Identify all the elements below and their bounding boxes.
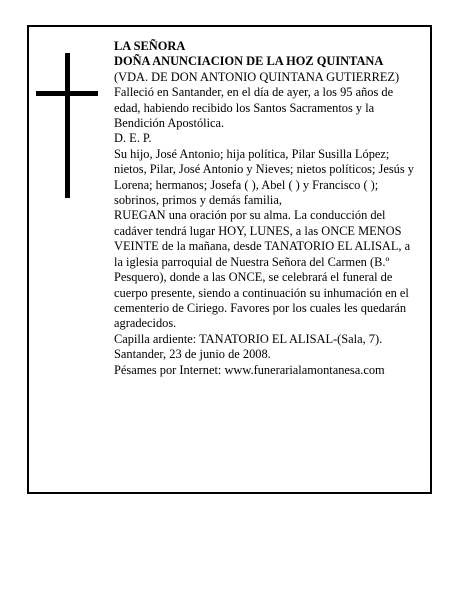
request-text-1: una oración por su alma. La conducción del cadáver tendrá lugar <box>114 208 386 238</box>
request-funeral-time: ONCE <box>228 270 263 285</box>
request-text-2: , a las <box>289 223 322 238</box>
death-statement: Falleció en Santander, en el día de ayer, a los 95 años de edad, habiendo recibido los Santos Sacramentos y la Bendición Apostólica. <box>114 85 394 131</box>
notice-title: LA SEÑORA <box>114 39 186 53</box>
request-place: TANATORIO EL ALISAL <box>264 239 399 254</box>
request-day: HOY, LUNES <box>218 223 290 238</box>
widow-of: (VDA. DE DON ANTONIO QUINTANA GUTIERREZ) <box>114 69 400 84</box>
funeral-request <box>114 208 420 331</box>
deceased-name: DOÑA ANUNCIACION DE LA HOZ QUINTANA <box>114 54 384 69</box>
condolences-info: Pésames por Internet: www.funerarialamontanesa.com <box>114 362 385 377</box>
chapel-info: Capilla ardiente: TANATORIO EL ALISAL-(Sala, 7). <box>114 331 383 346</box>
cross-horizontal-bar <box>36 91 98 96</box>
place-date: Santander, 23 de junio de 2008. <box>114 347 271 362</box>
obituary-text <box>114 39 420 378</box>
rip-text: D. E. P. <box>114 131 152 146</box>
family-list: Su hijo, José Antonio; hija política, Pilar Susilla López; nietos, Pilar, José Antonio y Nieves; nietos políticos; Jesús y Lorena; hermanos; Josefa ( ), Abel ( ) y Francisco ( ); sobrinos, primos y demás familia, <box>114 146 414 208</box>
request-lead: RUEGAN <box>114 208 166 223</box>
request-text-3: de la mañana, desde <box>158 239 265 254</box>
request-time: ONCE MENOS VEINTE <box>114 223 402 254</box>
request-text-5: , se celebrará el funeral de cuerpo presente, siendo a continuación su inhumación en el cementerio de Ciriego. Favores por los cuales les quedarán agradecidos. <box>114 270 409 331</box>
cross-icon <box>36 53 98 198</box>
request-text-4: , a la iglesia parroquial de Nuestra Señora del Carmen (B.º Pesquero), donde a las <box>114 239 411 285</box>
cross-vertical-bar <box>65 53 70 198</box>
